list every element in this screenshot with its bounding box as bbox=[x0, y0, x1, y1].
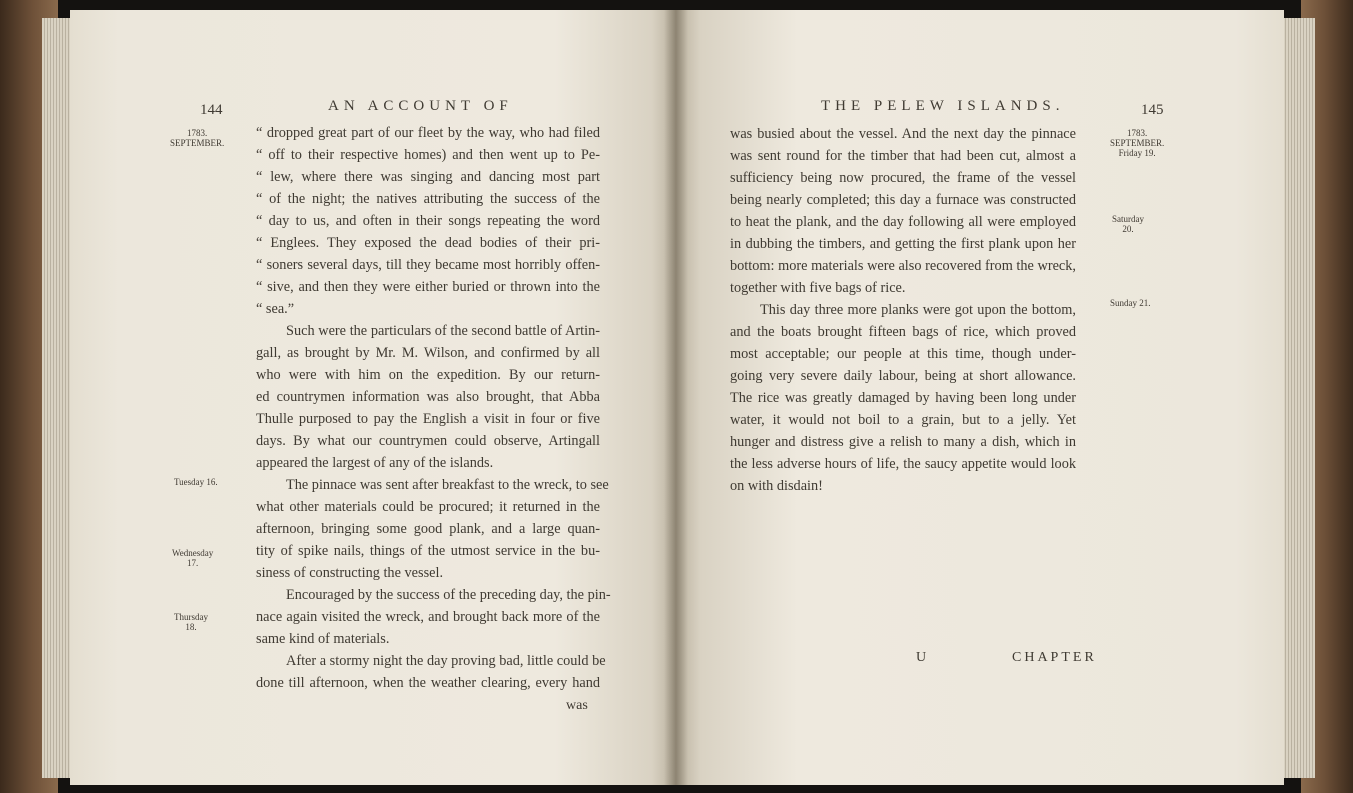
margin-note-saturday: Saturday 20. bbox=[1112, 214, 1144, 234]
text-line: “ soners several days, till they became most horribly offen- bbox=[256, 257, 600, 273]
text-line: “ day to us, and often in their songs repeating the word bbox=[256, 213, 600, 229]
text-line: appeared the largest of any of the islands. bbox=[256, 455, 494, 471]
text-line: what other materials could be procured; it returned in the bbox=[256, 499, 600, 515]
text-line: in dubbing the timbers, and getting the first plank upon her bbox=[730, 236, 1076, 252]
text-line: bottom: more materials were also recovered from the wreck, bbox=[730, 258, 1076, 274]
text-line: sufficiency being now procured, the frame of the vessel bbox=[730, 170, 1076, 186]
margin-note-date: 1783. SEPTEMBER. bbox=[170, 128, 225, 148]
text-line: to heat the plank, and the day following all were employed bbox=[730, 214, 1076, 230]
left-page-number: 144 bbox=[200, 102, 223, 118]
left-catchword: was bbox=[566, 698, 588, 713]
text-line: same kind of materials. bbox=[256, 631, 390, 647]
right-page bbox=[676, 10, 1284, 785]
text-line: and the boats brought fifteen bags of rice, which proved bbox=[730, 324, 1076, 340]
text-line: “ sea.” bbox=[256, 301, 295, 317]
text-line: “ off to their respective homes) and then went up to Pe- bbox=[256, 147, 600, 163]
text-line: the less adverse hours of life, the saucy appetite would look bbox=[730, 456, 1076, 472]
book-gutter bbox=[664, 10, 688, 785]
text-line: This day three more planks were got upon the bottom, bbox=[760, 302, 1076, 318]
text-line: After a stormy night the day proving bad, little could be bbox=[286, 653, 606, 669]
text-line: nace again visited the wreck, and brought back more of the bbox=[256, 609, 600, 625]
text-line: The pinnace was sent after breakfast to the wreck, to see bbox=[286, 477, 609, 493]
text-line: being nearly completed; this day a furnace was constructed bbox=[730, 192, 1076, 208]
text-line: on with disdain! bbox=[730, 478, 823, 494]
text-line: “ lew, where there was singing and dancing most part bbox=[256, 169, 600, 185]
margin-note-friday: 1783. SEPTEMBER. Friday 19. bbox=[1110, 128, 1165, 158]
text-line: most acceptable; our people at this time, though under- bbox=[730, 346, 1076, 362]
text-line: “ dropped great part of our fleet by the way, who had filed bbox=[256, 125, 600, 141]
margin-note-sunday: Sunday 21. bbox=[1110, 298, 1151, 308]
text-line: together with five bags of rice. bbox=[730, 280, 906, 296]
text-line: water, it would not boil to a grain, but to a jelly. Yet bbox=[730, 412, 1076, 428]
text-line: Such were the particulars of the second battle of Artin- bbox=[286, 323, 600, 339]
right-catchword: CHAPTER bbox=[1012, 650, 1097, 665]
signature-mark: U bbox=[916, 650, 927, 665]
text-line: “ sive, and then they were either buried or thrown into the bbox=[256, 279, 600, 295]
text-line: done till afternoon, when the weather clearing, every hand bbox=[256, 675, 600, 691]
text-line: “ Englees. They exposed the dead bodies of their pri- bbox=[256, 235, 600, 251]
text-line: “ of the night; the natives attributing the success of the bbox=[256, 191, 600, 207]
text-line: days. By what our countrymen could observe, Artingall bbox=[256, 433, 600, 449]
text-line: tity of spike nails, things of the utmost service in the bu- bbox=[256, 543, 600, 559]
right-page-number: 145 bbox=[1141, 102, 1164, 118]
text-line: who were with him on the expedition. By our return- bbox=[256, 367, 600, 383]
text-line: Encouraged by the success of the preceding day, the pin- bbox=[286, 587, 611, 603]
left-running-head: AN ACCOUNT OF bbox=[328, 98, 513, 114]
margin-note-wednesday: Wednesday 17. bbox=[172, 548, 214, 568]
right-running-head: THE PELEW ISLANDS. bbox=[821, 98, 1065, 114]
text-line: gall, as brought by Mr. M. Wilson, and confirmed by all bbox=[256, 345, 600, 361]
text-line: Thulle purposed to pay the English a visit in four or five bbox=[256, 411, 600, 427]
text-line: ed countrymen information was also brought, that Abba bbox=[256, 389, 600, 405]
margin-note-thursday: Thursday 18. bbox=[174, 612, 208, 632]
text-line: afternoon, bringing some good plank, and a large quan- bbox=[256, 521, 600, 537]
text-line: was busied about the vessel. And the next day the pinnace bbox=[730, 126, 1076, 142]
text-line: The rice was greatly damaged by having been long under bbox=[730, 390, 1076, 406]
text-line: was sent round for the timber that had been cut, almost a bbox=[730, 148, 1076, 164]
text-line: hunger and distress give a relish to many a dish, which in bbox=[730, 434, 1076, 450]
margin-note-tuesday: Tuesday 16. bbox=[174, 477, 218, 487]
text-line: siness of constructing the vessel. bbox=[256, 565, 444, 581]
left-page bbox=[70, 10, 676, 785]
text-line: going very severe daily labour, being at short allowance. bbox=[730, 368, 1076, 384]
